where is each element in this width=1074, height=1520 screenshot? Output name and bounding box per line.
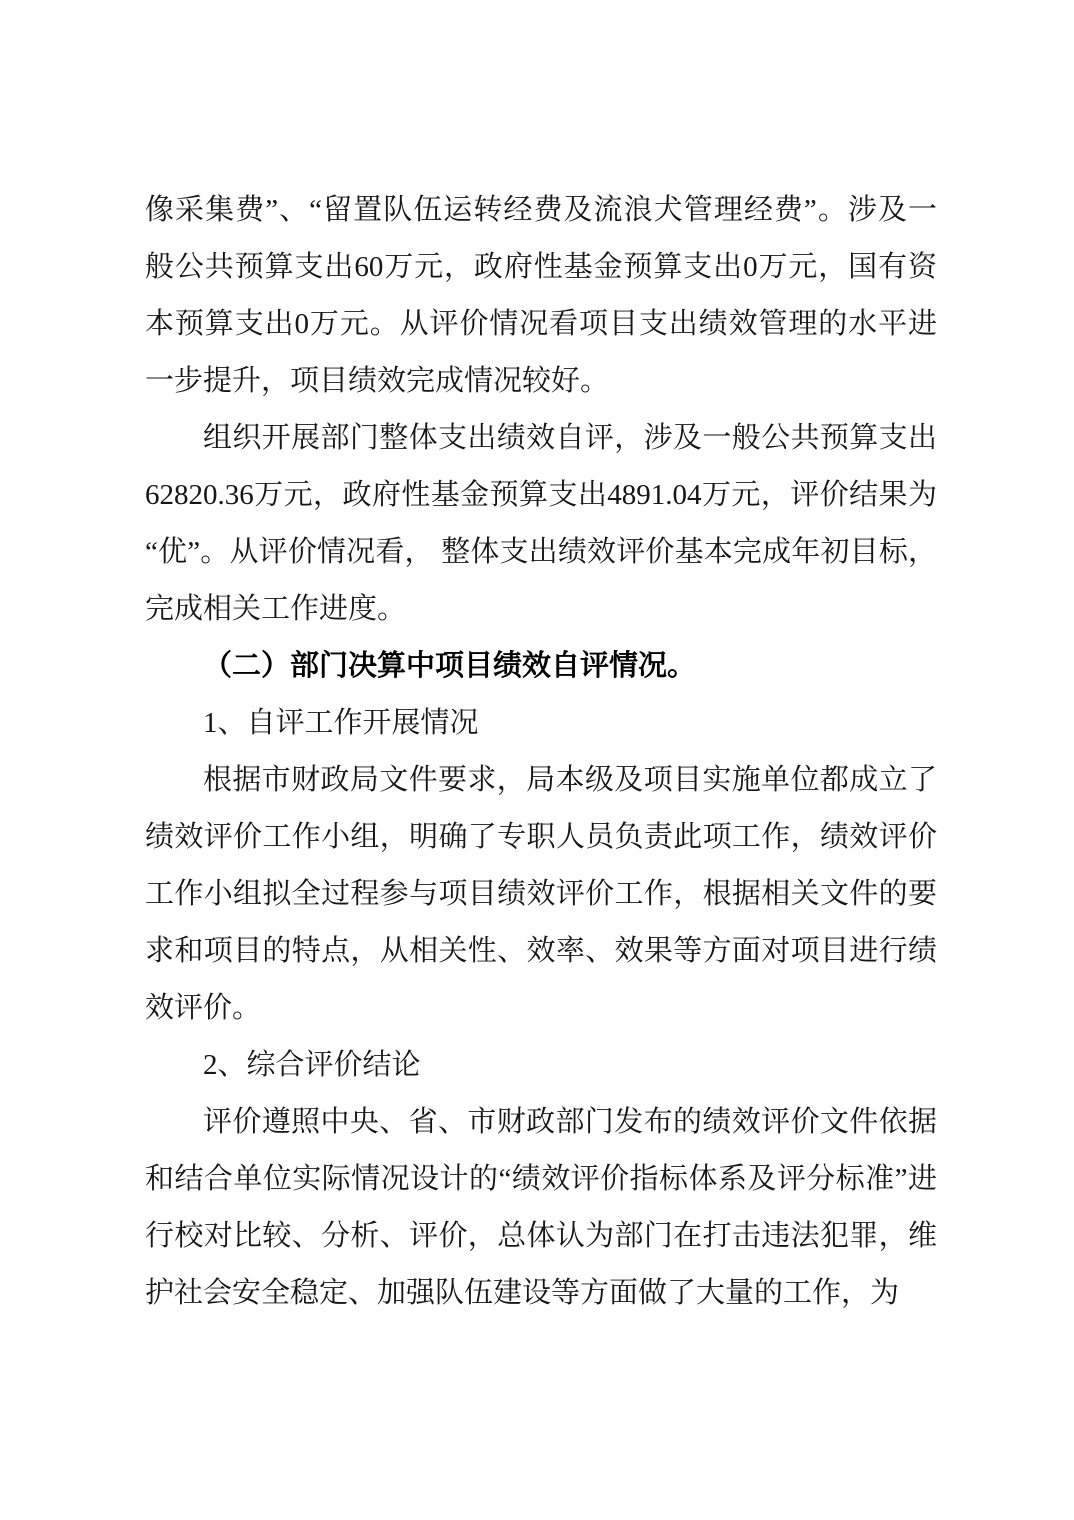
subheading-self-evaluation-work: 1、自评工作开展情况 — [203, 707, 479, 739]
document-body — [145, 182, 937, 1322]
section-heading-project-performance-self-evaluation: （二）部门决算中项目绩效自评情况。 — [203, 650, 697, 682]
paragraph-project-expenditure-summary: 像采集费”、“留置队伍运转经费及流浪犬管理经费”。涉及一般公共预算支出60万元，政府性基金预算支出0万元，国有资本预算支出0万元。从评价情况看项目支出绩效管理的水平进一步提升，项目绩效完成情况较好。 — [145, 194, 937, 397]
paragraph-evaluation-workgroup: 根据市财政局文件要求，局本级及项目实施单位都成立了绩效评价工作小组，明确了专职人员负责此项工作，绩效评价工作小组拟全过程参与项目绩效评价工作，根据相关文件的要求和项目的特点，从相关性、效率、效果等方面对项目进行绩效评价。 — [145, 764, 937, 1024]
subheading-comprehensive-evaluation-conclusion: 2、综合评价结论 — [203, 1049, 421, 1081]
paragraph-overall-expenditure-self-evaluation: 组织开展部门整体支出绩效自评，涉及一般公共预算支出62820.36万元，政府性基金预算支出4891.04万元，评价结果为“优”。从评价情况看， 整体支出绩效评价基本完成年初目标，完成相关工作进度。 — [145, 422, 937, 625]
paragraph-evaluation-conclusion: 评价遵照中央、省、市财政部门发布的绩效评价文件依据和结合单位实际情况设计的“绩效评价指标体系及评分标准”进行校对比较、分析、评价，总体认为部门在打击违法犯罪，维护社会安全稳定、加强队伍建设等方面做了大量的工作，为 — [145, 1106, 937, 1309]
